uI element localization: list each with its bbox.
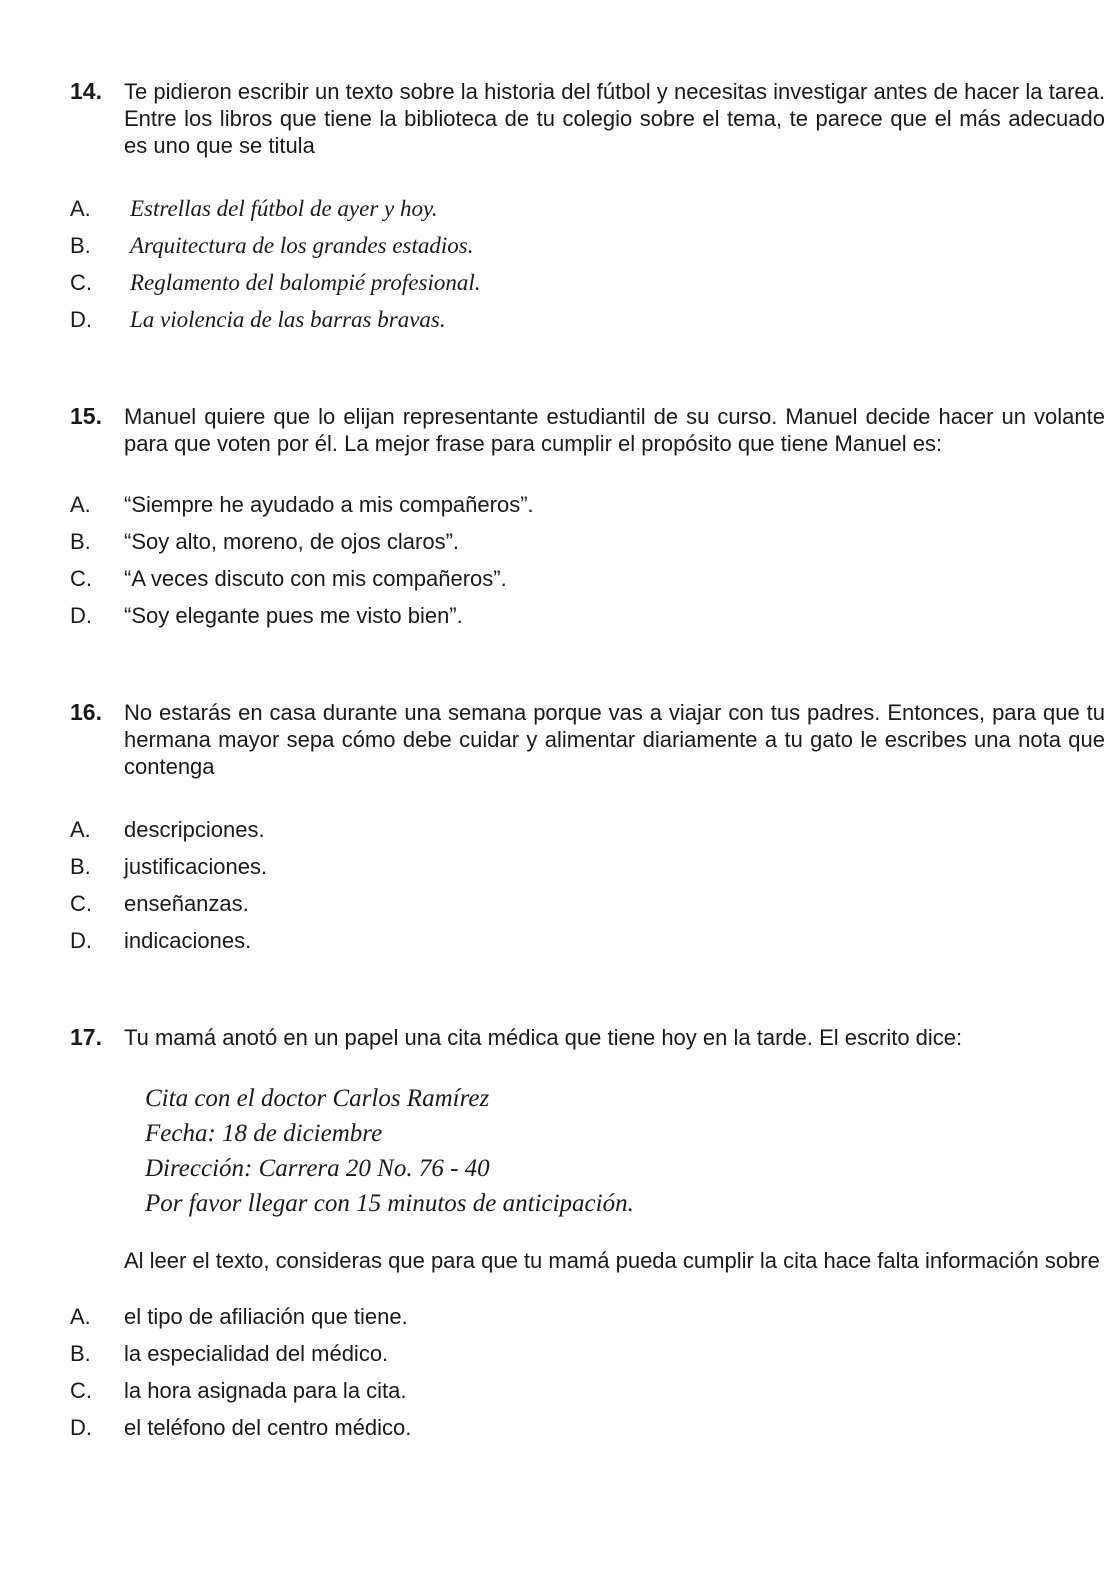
option-letter: B.: [70, 1341, 91, 1366]
option-d[interactable]: [70, 307, 1105, 344]
option-text: la hora asignada para la cita.: [124, 1378, 407, 1403]
question-number: 15.: [70, 403, 102, 429]
question-text: No estarás en casa durante una semana porque vas a viajar con tus padres. Entonces, para que tu hermana mayor sepa cómo debe cuidar y alimentar diariamente a tu gato le escribes una nota que contenga: [124, 700, 1105, 779]
option-a[interactable]: [70, 817, 1105, 854]
question-number: 17.: [70, 1024, 102, 1050]
option-b[interactable]: [70, 233, 1105, 270]
option-letter: D.: [70, 928, 92, 953]
option-letter: B.: [70, 529, 91, 554]
note-line: Cita con el doctor Carlos Ramírez: [145, 1085, 490, 1112]
option-d[interactable]: [70, 603, 1105, 640]
option-c[interactable]: [70, 891, 1105, 928]
option-letter: B.: [70, 854, 91, 879]
question-17: [70, 1024, 1105, 1452]
option-c[interactable]: [70, 566, 1105, 603]
option-b[interactable]: [70, 854, 1105, 891]
question-text: Te pidieron escribir un texto sobre la historia del fútbol y necesitas investigar antes de hacer la tarea. Entre los libros que tiene la biblioteca de tu colegio sobre el tema, te parece que el más adecuado es uno que se titula: [124, 79, 1105, 158]
options-list: [70, 196, 1105, 344]
options-list: [70, 492, 1105, 640]
option-text: el teléfono del centro médico.: [124, 1415, 412, 1440]
options-list: [70, 1304, 1105, 1452]
note-line: Dirección: Carrera 20 No. 76 - 40: [145, 1155, 490, 1182]
option-text: enseñanzas.: [124, 891, 249, 916]
option-c[interactable]: [70, 270, 1105, 307]
note-line: Fecha: 18 de diciembre: [145, 1120, 383, 1147]
question-14: [70, 78, 1105, 344]
question-number: 16.: [70, 699, 102, 725]
option-text: Arquitectura de los grandes estadios.: [130, 233, 474, 258]
option-text: “Soy alto, moreno, de ojos claros”.: [124, 529, 460, 554]
option-text: indicaciones.: [124, 928, 252, 953]
option-letter: C.: [70, 270, 92, 295]
option-text: Estrellas del fútbol de ayer y hoy.: [130, 196, 438, 221]
option-letter: A.: [70, 1304, 91, 1329]
option-text: el tipo de afiliación que tiene.: [124, 1304, 408, 1329]
option-letter: D.: [70, 307, 92, 332]
option-text: justificaciones.: [124, 854, 268, 879]
option-text: Reglamento del balompié profesional.: [130, 270, 481, 295]
option-d[interactable]: [70, 1415, 1105, 1452]
option-letter: C.: [70, 566, 92, 591]
option-b[interactable]: [70, 1341, 1105, 1378]
option-letter: C.: [70, 1378, 92, 1403]
option-a[interactable]: [70, 492, 1105, 529]
option-letter: B.: [70, 233, 91, 258]
option-letter: A.: [70, 492, 91, 517]
option-a[interactable]: [70, 1304, 1105, 1341]
option-letter: D.: [70, 1415, 92, 1440]
question-text: Manuel quiere que lo elijan representante estudiantil de su curso. Manuel decide hacer un volante para que voten por él. La mejor frase para cumplir el propósito que tiene Manuel es:: [124, 404, 1105, 456]
option-text: descripciones.: [124, 817, 265, 842]
option-letter: C.: [70, 891, 92, 916]
option-text: “Soy elegante pues me visto bien”.: [124, 603, 463, 628]
followup-text: Al leer el texto, consideras que para que tu mamá pueda cumplir la cita hace falta información sobre: [124, 1248, 1100, 1273]
question-stem: [70, 403, 1105, 457]
option-text: la especialidad del médico.: [124, 1341, 389, 1366]
option-letter: A.: [70, 817, 91, 842]
options-list: [70, 817, 1105, 965]
question-16: [70, 699, 1105, 965]
option-b[interactable]: [70, 529, 1105, 566]
option-letter: D.: [70, 603, 92, 628]
appointment-note: [70, 1081, 1105, 1221]
question-stem: [70, 1024, 1105, 1051]
option-a[interactable]: [70, 196, 1105, 233]
question-number: 14.: [70, 78, 102, 104]
question-15: [70, 403, 1105, 640]
option-text: La violencia de las barras bravas.: [130, 307, 446, 332]
question-stem: [70, 699, 1105, 780]
option-text: “A veces discuto con mis compañeros”.: [124, 566, 507, 591]
option-text: “Siempre he ayudado a mis compañeros”.: [124, 492, 534, 517]
question-stem: [70, 78, 1105, 159]
option-c[interactable]: [70, 1378, 1105, 1415]
question-text: Tu mamá anotó en un papel una cita médica que tiene hoy en la tarde. El escrito dice:: [124, 1025, 963, 1050]
option-letter: A.: [70, 196, 91, 221]
option-d[interactable]: [70, 928, 1105, 965]
note-line: Por favor llegar con 15 minutos de anticipación.: [145, 1190, 634, 1217]
